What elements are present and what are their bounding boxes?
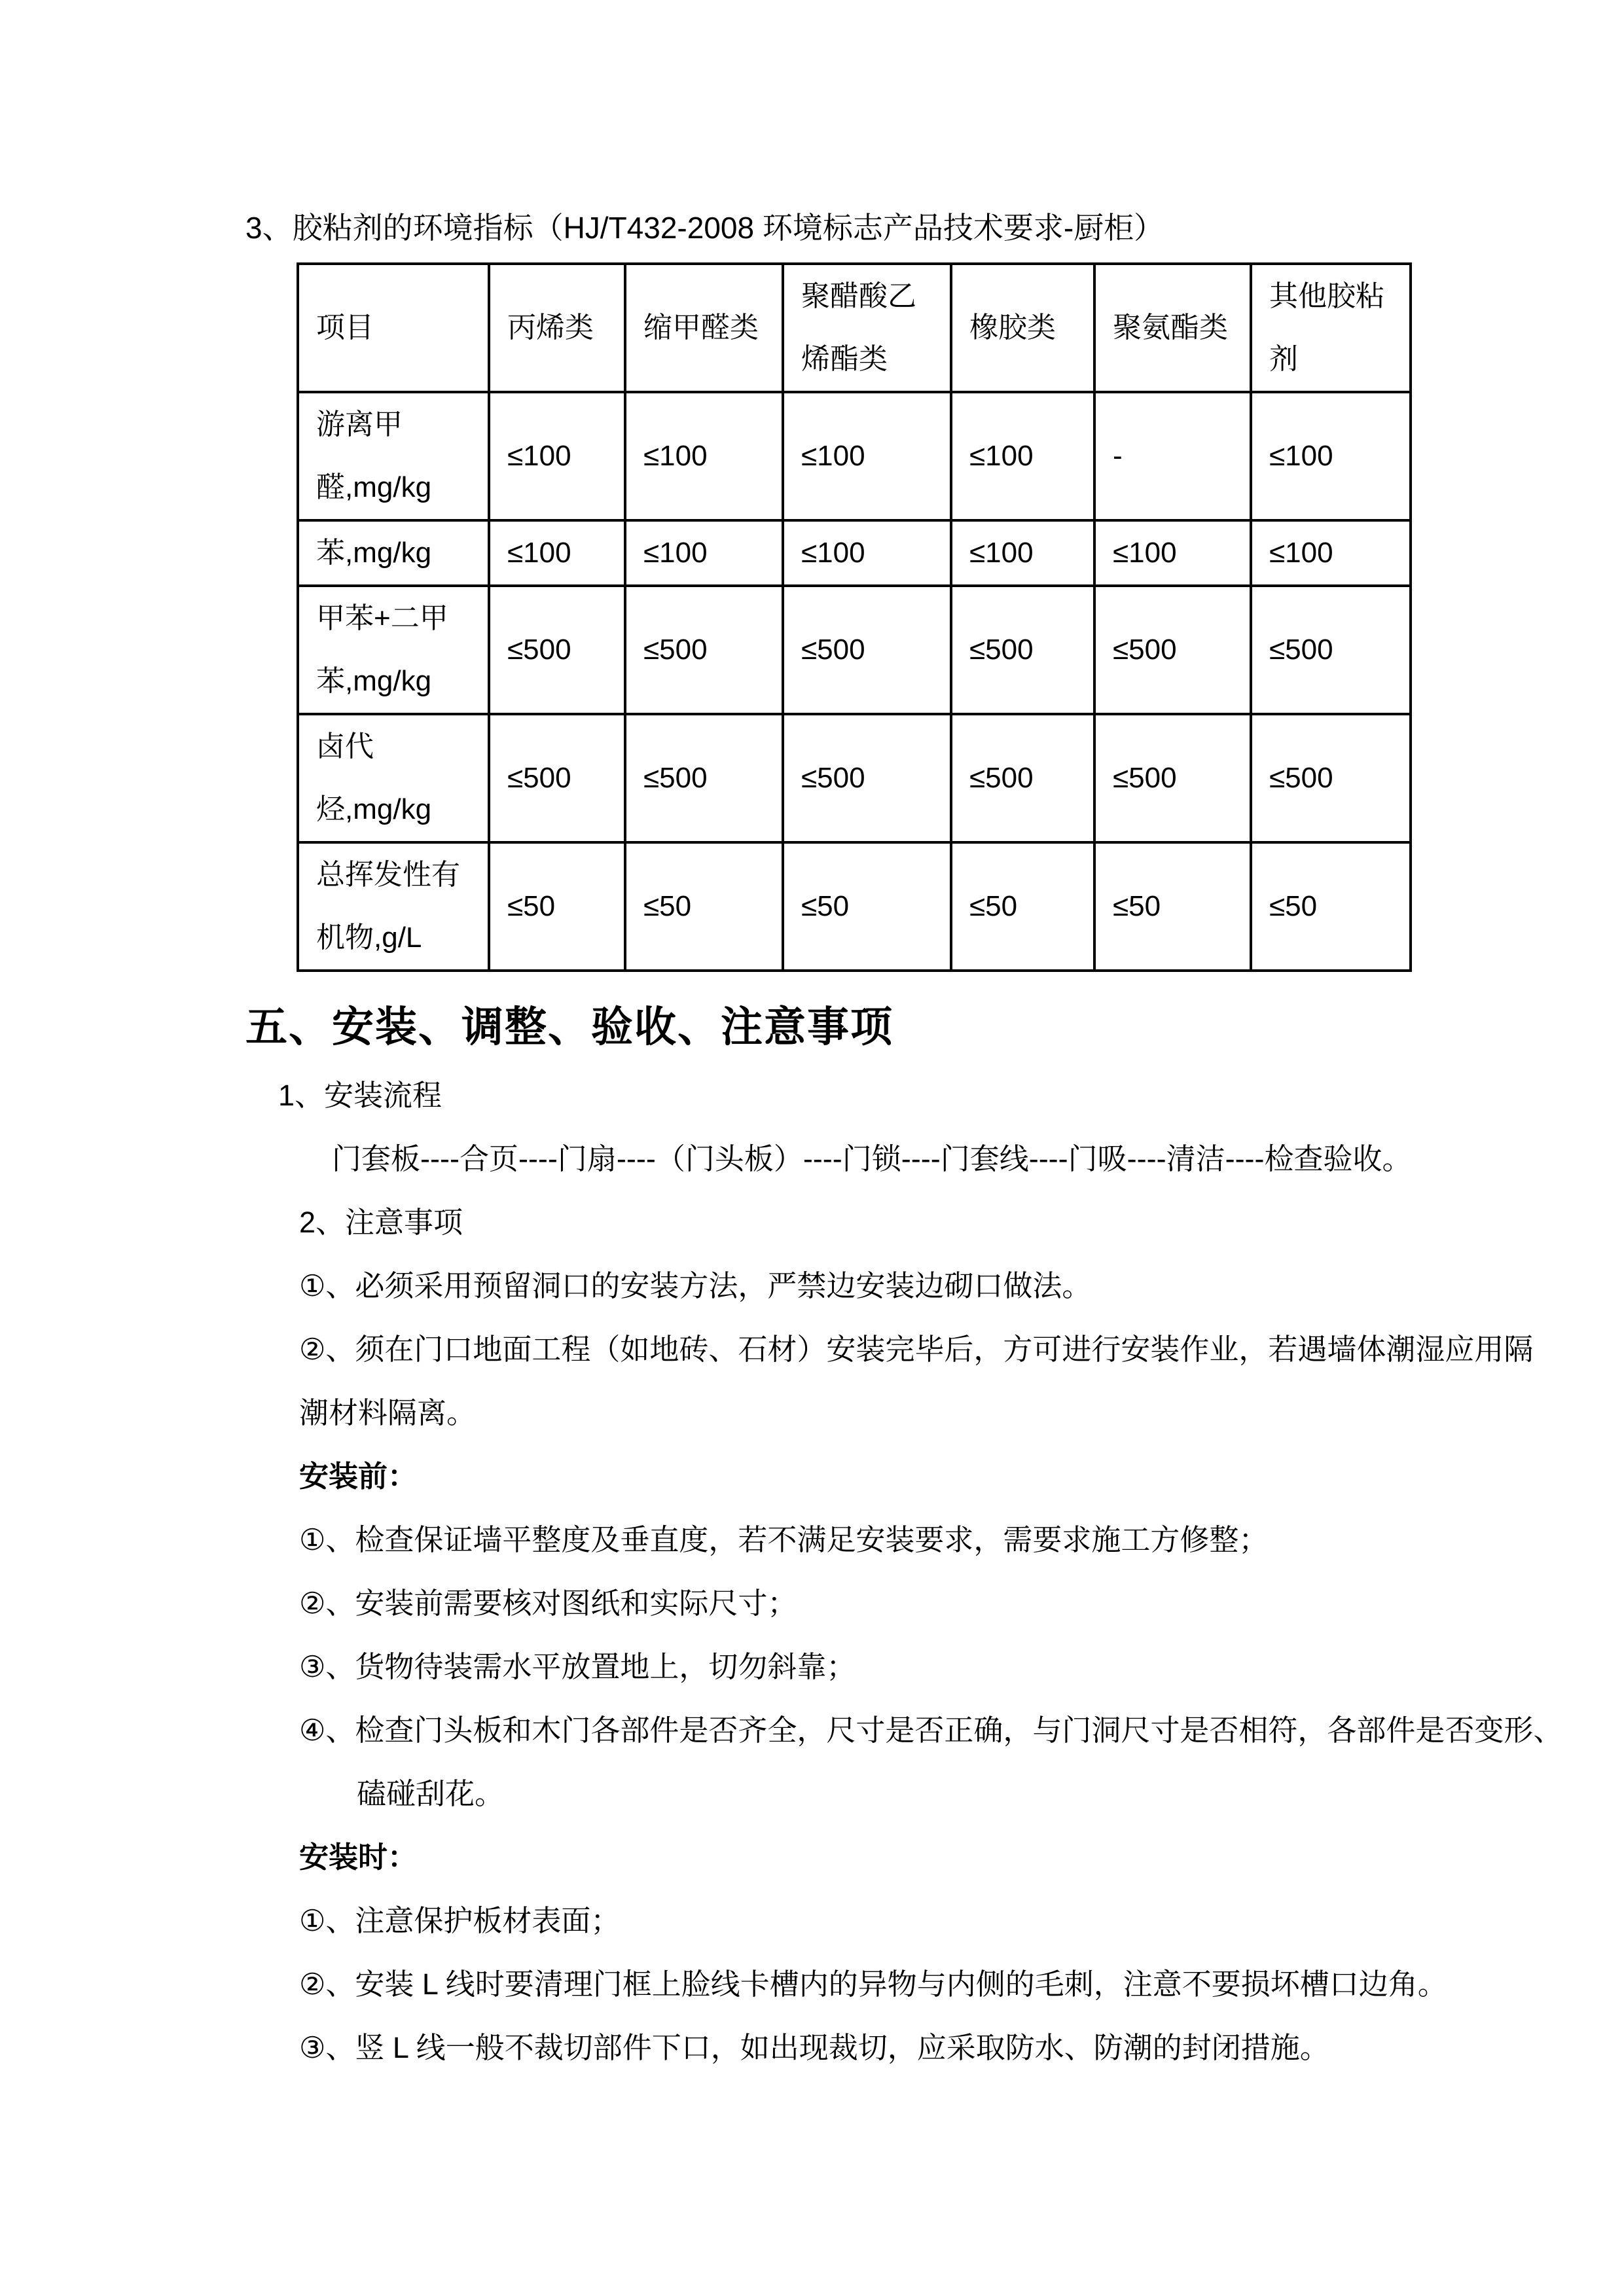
paragraph-line: 门套板----合页----门扇----（门头板）----门锁----门套线----门吸----清洁----检查验收。 bbox=[332, 1142, 1412, 1175]
table-header-cell: 项目 bbox=[298, 264, 489, 392]
paragraph-line: 安装时： bbox=[299, 1840, 418, 1874]
table-cell: ≤50 bbox=[625, 842, 783, 971]
table-row bbox=[298, 520, 1411, 586]
section-3-heading: 3、胶粘剂的环境指标（HJ/T432-2008 环境标志产品技术要求-厨柜） bbox=[245, 211, 1164, 245]
table-cell: ≤500 bbox=[1251, 714, 1411, 842]
table-row bbox=[298, 586, 1411, 714]
table-cell: ≤500 bbox=[1094, 586, 1251, 714]
table-cell: ≤500 bbox=[1251, 586, 1411, 714]
table-cell: ≤100 bbox=[783, 520, 951, 586]
paragraph-line: 安装前： bbox=[299, 1460, 418, 1493]
paragraph-line: 2、注意事项 bbox=[299, 1206, 463, 1239]
paragraph-line: 磕碰刮花。 bbox=[357, 1777, 505, 1810]
table-cell: ≤500 bbox=[489, 586, 625, 714]
table-row-label: 游离甲醛,mg/kg bbox=[298, 392, 489, 520]
paragraph-line: 潮材料隔离。 bbox=[299, 1396, 477, 1429]
paragraph-line: ②、须在门口地面工程（如地砖、石材）安装完毕后，方可进行安装作业，若遇墙体潮湿应用隔 bbox=[299, 1333, 1534, 1366]
table-row bbox=[298, 842, 1411, 971]
table-cell: ≤500 bbox=[951, 586, 1094, 714]
table-cell: ≤50 bbox=[783, 842, 951, 971]
table-cell: ≤500 bbox=[489, 714, 625, 842]
table-cell: ≤500 bbox=[1094, 714, 1251, 842]
paragraph-line: ①、检查保证墙平整度及垂直度，若不满足安装要求，需要求施工方修整； bbox=[299, 1523, 1269, 1556]
table-header-cell: 橡胶类 bbox=[951, 264, 1094, 392]
table-cell: ≤500 bbox=[783, 586, 951, 714]
paragraph-line: ①、注意保护板材表面； bbox=[299, 1904, 621, 1937]
table-row-label: 甲苯+二甲苯,mg/kg bbox=[298, 586, 489, 714]
paragraph-line: ①、必须采用预留洞口的安装方法，严禁边安装边砌口做法。 bbox=[299, 1269, 1092, 1302]
table-cell: ≤100 bbox=[1251, 520, 1411, 586]
paragraph-line: 1、安装流程 bbox=[278, 1079, 442, 1112]
table-row bbox=[298, 392, 1411, 520]
table-cell: ≤100 bbox=[951, 520, 1094, 586]
adhesive-env-table bbox=[297, 262, 1412, 972]
paragraph-line: ②、安装 L 线时要清理门框上脸线卡槽内的异物与内侧的毛刺，注意不要损坏槽口边角。 bbox=[299, 1967, 1447, 2001]
document-content bbox=[245, 196, 1574, 2079]
table-cell: ≤50 bbox=[1094, 842, 1251, 971]
table-cell: ≤100 bbox=[783, 392, 951, 520]
table-row bbox=[298, 714, 1411, 842]
table-cell: ≤500 bbox=[625, 586, 783, 714]
table-cell: ≤100 bbox=[625, 520, 783, 586]
table-cell: ≤100 bbox=[489, 520, 625, 586]
paragraph-line: ③、竖 L 线一般不裁切部件下口，如出现裁切，应采取防水、防潮的封闭措施。 bbox=[299, 2031, 1329, 2064]
table-cell: ≤50 bbox=[489, 842, 625, 971]
table-row-label: 苯,mg/kg bbox=[298, 520, 489, 586]
table-cell: ≤100 bbox=[489, 392, 625, 520]
table-cell: ≤100 bbox=[951, 392, 1094, 520]
table-cell: - bbox=[1094, 392, 1251, 520]
installation-section bbox=[245, 1064, 1574, 2079]
table-cell: ≤50 bbox=[1251, 842, 1411, 971]
paragraph-line: ④、检查门头板和木门各部件是否齐全，尺寸是否正确，与门洞尺寸是否相符，各部件是否变形、 bbox=[299, 1713, 1563, 1747]
table-cell: ≤50 bbox=[951, 842, 1094, 971]
paragraph-line: ②、安装前需要核对图纸和实际尺寸； bbox=[299, 1587, 797, 1620]
table-cell: ≤100 bbox=[1094, 520, 1251, 586]
paragraph-line: ③、货物待装需水平放置地上，切勿斜靠； bbox=[299, 1650, 856, 1683]
section-5-heading: 五、安装、调整、验收、注意事项 bbox=[245, 1003, 893, 1050]
table-header-cell: 其他胶粘剂 bbox=[1251, 264, 1411, 392]
table-cell: ≤500 bbox=[625, 714, 783, 842]
table-cell: ≤500 bbox=[783, 714, 951, 842]
table-row-label: 总挥发性有机物,g/L bbox=[298, 842, 489, 971]
table-cell: ≤100 bbox=[625, 392, 783, 520]
table-header-cell: 缩甲醛类 bbox=[625, 264, 783, 392]
table-row-label: 卤代烃,mg/kg bbox=[298, 714, 489, 842]
table-cell: ≤500 bbox=[951, 714, 1094, 842]
table-header-cell: 丙烯类 bbox=[489, 264, 625, 392]
table-header-row bbox=[298, 264, 1411, 392]
table-header-cell: 聚氨酯类 bbox=[1094, 264, 1251, 392]
table-header-cell: 聚醋酸乙烯酯类 bbox=[783, 264, 951, 392]
table-cell: ≤100 bbox=[1251, 392, 1411, 520]
